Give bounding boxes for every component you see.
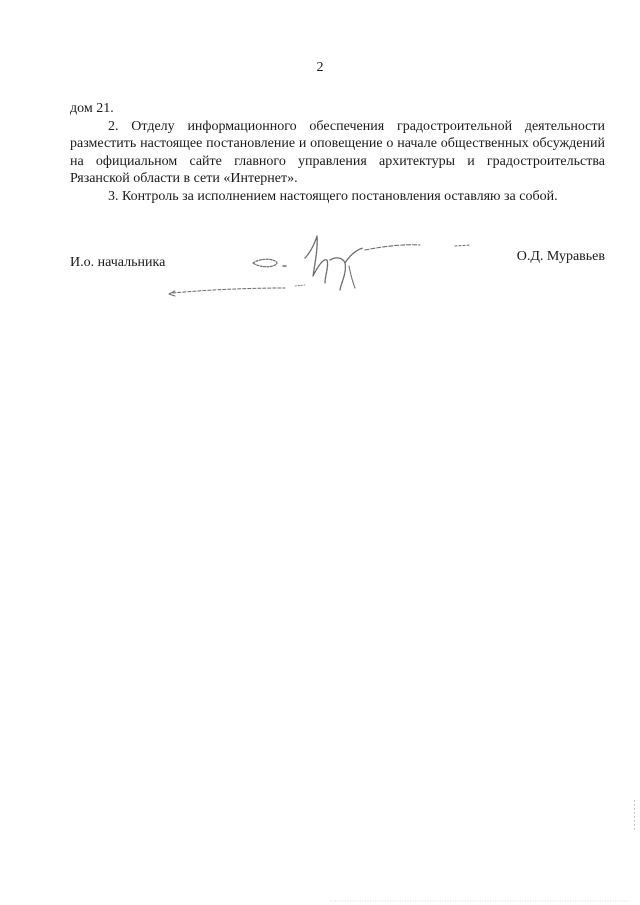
paragraph-item-3: 3. Контроль за исполнением настоящего постановления оставляю за собой. [108, 188, 558, 204]
scan-artifact-edge [633, 800, 636, 830]
signature-block [70, 249, 605, 274]
page-number: 2 [316, 60, 324, 75]
document-body [70, 100, 605, 205]
scan-artifact-bottom [330, 900, 630, 902]
signatory-name: О.Д. Муравьев [516, 249, 605, 264]
paragraph-item-2: 2. Отделу информационного обеспечения градостроительной деятельности разместить настоящее постановление и оповещение о начале общественных обсуждений на официальном сайте главного управления архитектуры и градостроительства Рязанской области в сети «Интернет». [70, 118, 605, 186]
paragraph-continuation: дом 21. [70, 101, 114, 116]
signatory-role: И.о. начальника [70, 255, 166, 270]
